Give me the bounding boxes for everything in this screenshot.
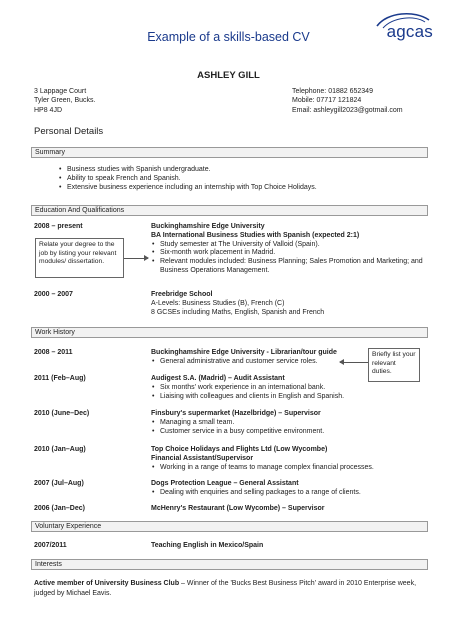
work-date: 2008 – 2011 bbox=[34, 349, 73, 356]
list-item: • Relevant modules included: Business Planning; Sales Promotion and Marketing; and Business Operations Management. bbox=[151, 258, 426, 276]
education-date: 2000 – 2007 bbox=[34, 291, 73, 298]
page-title: Example of a skills-based CV bbox=[147, 30, 310, 44]
work-entry bbox=[151, 505, 426, 514]
list-item: • General administrative and customer service roles. bbox=[151, 358, 366, 367]
list-item: • Managing a small team. bbox=[151, 419, 421, 428]
list-item: • Business studies with Spanish undergraduate. bbox=[58, 166, 418, 175]
work-entry bbox=[151, 480, 426, 498]
interests-text bbox=[34, 579, 426, 598]
education-label: Education And Qualifications bbox=[35, 207, 125, 214]
arrow-right-icon bbox=[124, 258, 148, 259]
qualification-line: 8 GCSEs including Maths, English, Spanish and French bbox=[151, 308, 325, 316]
list-item: • Working in a range of teams to manage complex financial processes. bbox=[151, 464, 426, 473]
list-item: • Six-month work placement in Madrid. bbox=[151, 249, 426, 258]
summary-section-bar bbox=[31, 147, 428, 158]
education-tip-note: Relate your degree to the job by listing your relevant modules/ dissertation. bbox=[35, 238, 124, 278]
contact-block bbox=[292, 87, 403, 115]
work-entry bbox=[151, 410, 421, 436]
duties-list bbox=[151, 419, 421, 437]
degree: BA International Business Studies with Spanish (expected 2:1) bbox=[151, 231, 360, 239]
work-entry bbox=[151, 375, 421, 401]
voluntary-date: 2007/2011 bbox=[34, 542, 67, 549]
voluntary-label: Voluntary Experience bbox=[35, 523, 102, 530]
summary-list bbox=[58, 166, 418, 192]
interests-detail: – Winner of the 'Bucks Best Business Pitch' award in 2010 Enterprise week, judged by Michael Eavis. bbox=[34, 580, 417, 597]
summary-label: Summary bbox=[35, 149, 65, 156]
interests-section-bar bbox=[31, 559, 428, 570]
voluntary-role: Teaching English in Mexico/Spain bbox=[151, 542, 264, 549]
education-entry bbox=[151, 223, 426, 276]
job-title: Finsbury's supermarket (Hazelbridge) – Supervisor bbox=[151, 410, 321, 417]
list-item: • Ability to speak French and Spanish. bbox=[58, 175, 418, 184]
job-title: Buckinghamshire Edge University - Librarian/tour guide bbox=[151, 349, 337, 356]
work-tip-note: Briefly list your relevant duties. bbox=[368, 348, 420, 382]
education-list bbox=[151, 241, 426, 276]
voluntary-entry bbox=[151, 542, 426, 551]
qualification-line: A-Levels: Business Studies (B), French (C) bbox=[151, 299, 285, 307]
work-date: 2010 (June–Dec) bbox=[34, 410, 90, 417]
work-date: 2007 (Jul–Aug) bbox=[34, 480, 84, 487]
personal-details-heading: Personal Details bbox=[34, 126, 104, 137]
address-block bbox=[34, 87, 95, 115]
job-title: McHenry's Restaurant (Low Wycombe) – Supervisor bbox=[151, 505, 325, 512]
institution: Freebridge School bbox=[151, 291, 213, 298]
interests-highlight: Active member of University Business Club bbox=[34, 580, 180, 587]
education-entry bbox=[151, 291, 426, 317]
work-date: 2006 (Jan–Dec) bbox=[34, 505, 85, 512]
duties-list bbox=[151, 489, 426, 498]
candidate-name: ASHLEY GILL bbox=[197, 70, 260, 81]
duties-list bbox=[151, 358, 366, 367]
work-section-bar bbox=[31, 327, 428, 338]
telephone: Telephone: 01882 652349 bbox=[292, 88, 373, 95]
address-line: Tyler Green, Bucks. bbox=[34, 97, 96, 105]
job-title: Audigest S.A. (Madrid) – Audit Assistant bbox=[151, 375, 285, 382]
email[interactable]: Email: ashleygill2023@gotmail.com bbox=[292, 106, 403, 114]
interests-label: Interests bbox=[35, 561, 62, 568]
work-label: Work History bbox=[35, 329, 75, 336]
work-date: 2010 (Jan–Aug) bbox=[34, 446, 86, 453]
list-item: • Liaising with colleagues and clients in English and Spanish. bbox=[151, 393, 421, 402]
list-item: • Dealing with enquiries and selling packages to a range of clients. bbox=[151, 489, 426, 498]
logo-text: agcas bbox=[386, 22, 433, 41]
duties-list bbox=[151, 464, 426, 473]
mobile: Mobile: 07717 121824 bbox=[292, 97, 362, 105]
job-title: Top Choice Holidays and Flights Ltd (Low Wycombe) bbox=[151, 446, 328, 453]
institution: Buckinghamshire Edge University bbox=[151, 223, 265, 230]
work-entry bbox=[151, 446, 426, 472]
education-date: 2008 – present bbox=[34, 223, 83, 230]
list-item: • Study semester at The University of Valloid (Spain). bbox=[151, 241, 426, 250]
job-title: Dogs Protection League – General Assistant bbox=[151, 480, 299, 487]
education-section-bar bbox=[31, 205, 428, 216]
list-item: • Customer service in a busy competitive environment. bbox=[151, 428, 421, 437]
work-entry bbox=[151, 349, 366, 367]
list-item: • Extensive business experience including an internship with Top Choice Holidays. bbox=[58, 184, 418, 193]
voluntary-section-bar bbox=[31, 521, 428, 532]
job-subtitle: Financial Assistant/Supervisor bbox=[151, 454, 254, 462]
duties-list bbox=[151, 384, 421, 402]
list-item: • Six months' work experience in an international bank. bbox=[151, 384, 421, 393]
work-date: 2011 (Feb–Aug) bbox=[34, 375, 86, 382]
address-line: 3 Lappage Court bbox=[34, 88, 87, 95]
address-line: HP8 4JD bbox=[34, 106, 63, 114]
